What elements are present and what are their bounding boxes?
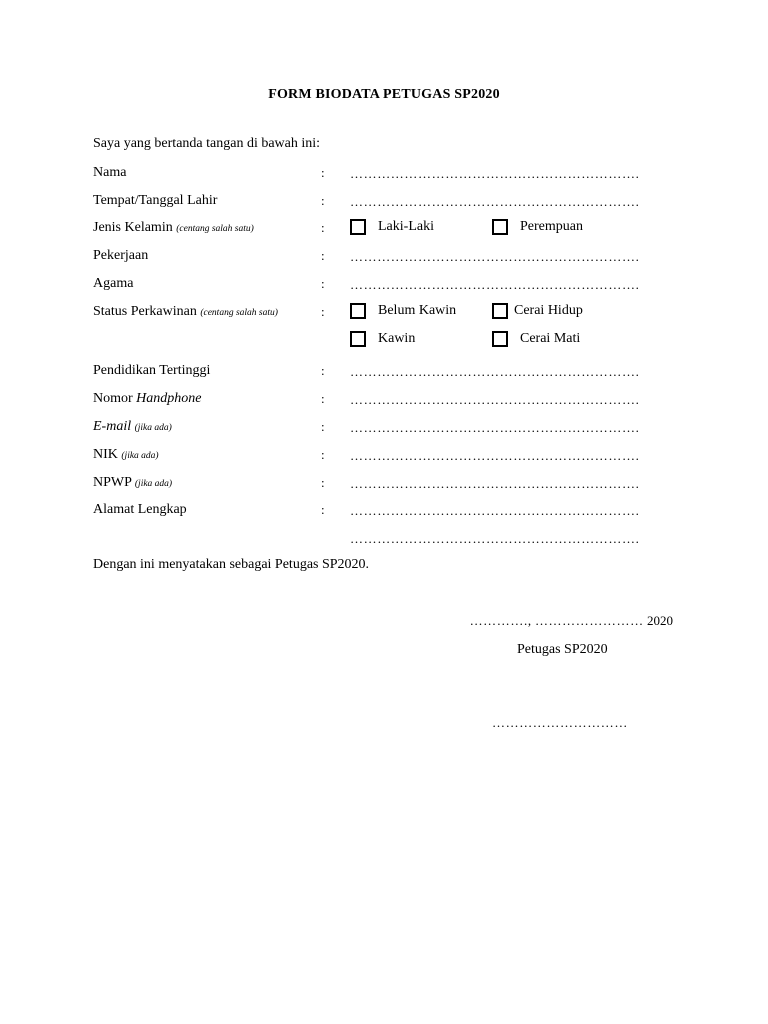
nama-field[interactable]: ………………………………………………………. [350,166,640,181]
statement-text: Dengan ini menyatakan sebagai Petugas SP2020. [93,557,370,572]
colon: : [321,502,325,517]
label-pendidikan-tertinggi: Pendidikan Tertinggi [93,363,211,378]
tempat-tanggal-lahir-field[interactable]: ………………………………………………………. [350,194,640,209]
label-email-hint: (jika ada) [134,423,172,433]
colon: : [321,165,325,180]
handphone-field[interactable]: ………………………………………………………. [350,392,640,407]
checkbox-label: Laki-Laki [378,219,434,234]
label-nama: Nama [93,165,127,180]
colon: : [321,248,325,263]
checkbox-box[interactable] [350,219,366,235]
label-jenis-kelamin-hint: (centang salah satu) [176,224,254,234]
checkbox-perempuan[interactable] [492,219,583,235]
place-field[interactable]: …………., [469,613,532,628]
checkbox-cerai-hidup[interactable] [492,303,583,319]
colon: : [321,447,325,462]
checkbox-label: Kawin [378,331,416,346]
label-nik-text: NIK [93,447,118,462]
colon: : [321,193,325,208]
label-nik [93,447,159,463]
colon: : [321,475,325,490]
label-status-perkawinan [93,304,278,320]
label-jenis-kelamin [93,220,254,236]
label-agama: Agama [93,276,134,291]
intro-text: Saya yang bertanda tangan di bawah ini: [93,136,321,151]
label-status-perkawinan-hint: (centang salah satu) [200,308,278,318]
signer-title: Petugas SP2020 [517,642,608,657]
label-nik-hint: (jika ada) [121,451,159,461]
place-date-line [470,613,673,629]
date-year: 2020 [647,613,673,628]
pekerjaan-field[interactable]: ………………………………………………………. [350,249,640,264]
label-npwp-hint: (jika ada) [134,479,173,489]
signature-field[interactable]: ………………………… [492,715,628,730]
checkbox-label: Perempuan [520,219,583,234]
pendidikan-field[interactable]: ………………………………………………………. [350,364,640,379]
checkbox-laki-laki[interactable] [350,219,434,235]
checkbox-box[interactable] [492,219,508,235]
label-nomor-text: Nomor [93,391,133,406]
checkbox-label: Belum Kawin [378,303,457,318]
checkbox-box[interactable] [492,331,508,347]
label-email-text: E-mail [93,419,132,434]
colon: : [321,363,325,378]
label-npwp [93,475,172,491]
npwp-field[interactable]: ………………………………………………………. [350,476,640,491]
label-email [93,419,172,435]
checkbox-box[interactable] [492,303,508,319]
label-nomor-handphone [93,391,202,407]
label-tempat-tanggal-lahir: Tempat/Tanggal Lahir [93,193,218,208]
colon: : [321,220,325,235]
alamat-field-line-1[interactable]: ………………………………………………………. [350,503,640,518]
checkbox-cerai-mati[interactable] [492,331,580,347]
checkbox-belum-kawin[interactable] [350,303,456,319]
label-jenis-kelamin-text: Jenis Kelamin [93,220,173,235]
checkbox-box[interactable] [350,331,366,347]
agama-field[interactable]: ………………………………………………………. [350,277,640,292]
date-field[interactable]: …………………… [534,613,644,628]
colon: : [321,304,325,319]
label-pekerjaan: Pekerjaan [93,248,149,263]
label-npwp-text: NPWP [93,475,132,490]
label-alamat-lengkap: Alamat Lengkap [93,502,187,517]
email-field[interactable]: ………………………………………………………. [350,420,640,435]
colon: : [321,419,325,434]
colon: : [321,276,325,291]
checkbox-kawin[interactable] [350,331,415,347]
checkbox-label: Cerai Hidup [514,303,583,318]
label-status-perkawinan-text: Status Perkawinan [93,304,197,319]
nik-field[interactable]: ………………………………………………………. [350,448,640,463]
form-title: FORM BIODATA PETUGAS SP2020 [268,87,500,102]
checkbox-label: Cerai Mati [520,331,581,346]
alamat-field-line-2[interactable]: ………………………………………………………. [350,531,640,546]
colon: : [321,391,325,406]
label-handphone-text: Handphone [136,391,202,406]
checkbox-box[interactable] [350,303,366,319]
